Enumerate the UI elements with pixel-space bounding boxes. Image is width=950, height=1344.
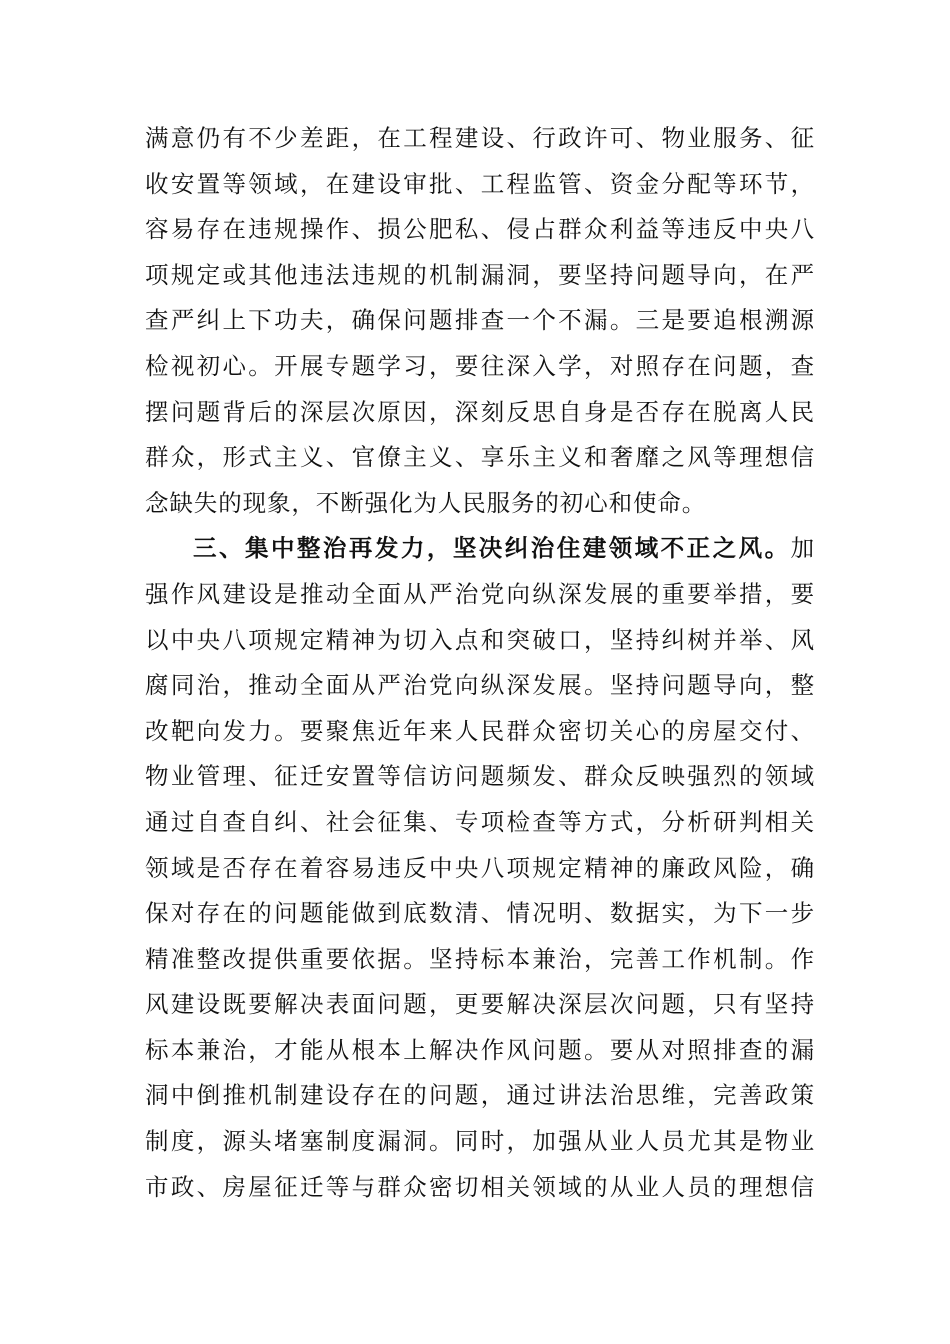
text-line: 制度，源头堵塞制度漏洞。同时，加强从业人员尤其是物业 bbox=[145, 1127, 815, 1156]
text-line: 通过自查自纠、社会征集、专项检查等方式，分析研判相关 bbox=[145, 807, 815, 836]
text-line: 洞中倒推机制建设存在的问题，通过讲法治思维，完善政策 bbox=[145, 1081, 815, 1110]
text-line: 群众，形式主义、官僚主义、享乐主义和奢靡之风等理想信 bbox=[145, 443, 815, 472]
text-line: 满意仍有不少差距，在工程建设、行政许可、物业服务、征 bbox=[145, 124, 815, 152]
text-line: 腐同治，推动全面从严治党向纵深发展。坚持问题导向，整 bbox=[145, 671, 815, 700]
text-line: 容易存在违规操作、损公肥私、侵占群众利益等违反中央八 bbox=[145, 215, 815, 244]
text-line: 收安置等领域，在建设审批、工程监管、资金分配等环节， bbox=[145, 169, 815, 198]
text-line: 检视初心。开展专题学习，要往深入学，对照存在问题，查 bbox=[145, 351, 815, 380]
text-line: 摆问题背后的深层次原因，深刻反思自身是否存在脱离人民 bbox=[145, 397, 815, 426]
section-heading-line bbox=[145, 526, 815, 572]
text-line: 查严纠上下功夫，确保问题排查一个不漏。三是要追根溯源 bbox=[145, 306, 815, 335]
text-line: 保对存在的问题能做到底数清、情况明、数据实，为下一步 bbox=[145, 899, 815, 928]
text-line: 标本兼治，才能从根本上解决作风问题。要从对照排查的漏 bbox=[145, 1035, 815, 1064]
text-line: 物业管理、征迁安置等信访问题频发、群众反映强烈的领域 bbox=[145, 762, 815, 791]
text-line: 市政、房屋征迁等与群众密切相关领域的从业人员的理想信 bbox=[145, 1172, 815, 1201]
text-line: 领域是否存在着容易违反中央八项规定精神的廉政风险，确 bbox=[145, 853, 815, 882]
text-line: 精准整改提供重要依据。坚持标本兼治，完善工作机制。作 bbox=[145, 944, 815, 973]
text-line: 项规定或其他违法违规的机制漏洞，要坚持问题导向，在严 bbox=[145, 260, 815, 289]
text-line: 以中央八项规定精神为切入点和突破口，坚持纠树并举、风 bbox=[145, 625, 815, 654]
text-line: 念缺失的现象，不断强化为人民服务的初心和使命。 bbox=[145, 488, 707, 517]
document-body bbox=[145, 116, 815, 1210]
text-line: 强作风建设是推动全面从严治党向纵深发展的重要举措，要 bbox=[145, 579, 815, 608]
text-line: 风建设既要解决表面问题，更要解决深层次问题，只有坚持 bbox=[145, 990, 815, 1019]
text-line: 改靶向发力。要聚焦近年来人民群众密切关心的房屋交付、 bbox=[145, 716, 815, 745]
section-heading-tail: 加 bbox=[790, 534, 815, 563]
section-heading: 三、集中整治再发力，坚决纠治住建领域不正之风。 bbox=[193, 534, 791, 563]
